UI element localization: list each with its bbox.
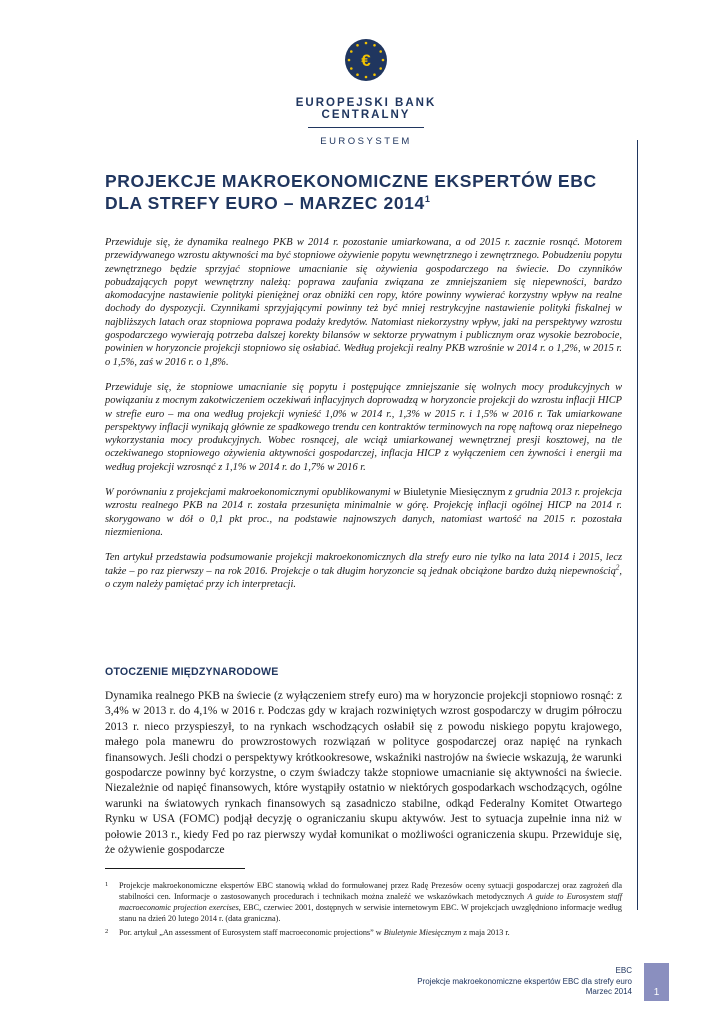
p3-before: W porównaniu z projekcjami makroekonomicznymi opublikowanymi w xyxy=(105,487,404,499)
logo-divider xyxy=(308,127,424,128)
ecb-logo xyxy=(250,38,482,147)
summary-paragraph-4 xyxy=(105,551,622,591)
page-title xyxy=(105,170,625,214)
footnote-2-title: Biuletynie Miesięcznym xyxy=(383,928,462,937)
footnote-1-number: 1 xyxy=(105,881,109,888)
margin-rule xyxy=(637,140,638,910)
summary-paragraph-2: Przewiduje się, że stopniowe umacnianie się popytu i postępujące zmniejszanie się wolnych mocy produkcyjnych w powiązaniu z mocnym zakotwiczeniem oczekiwań inflacyjnych doprowadzą w horyzoncie projekcji do wzrostu inflacji HICP w strefie euro – ma ona według projekcji wynieść 1,0% w 2014 r., 1,3% w 2015 r. i 1,5% w 2016 r. Tak umiarkowane perspektywy inflacji wynikają głównie ze spadkowego trendu cen kontraktów terminowych na ropę naftową oraz niepełnego wykorzystania mocy produkcyjnych. Wobec rosnącej, ale wciąż umiarkowanej wewnętrznej presji kosztowej, na tle oczekiwanego stopniowego ożywienia aktywności gospodarczej, inflacja HICP z wyłączeniem cen żywności i energii ma według projekcji wzrosnąć z 1,1% w 2014 r. do 1,7% w 2016 r. xyxy=(105,381,622,473)
p3-publication-title: Biuletynie Miesięcznym xyxy=(403,487,506,499)
title-footnote-ref: 1 xyxy=(424,194,431,205)
title-text: PROJEKCJE MAKROEKONOMICZNE EKSPERTÓW EBC DLA STREFY EURO – MARZEC 2014 xyxy=(105,171,597,213)
eurosystem-label: EUROSYSTEM xyxy=(320,136,412,147)
summary-paragraph-1: Przewiduje się, że dynamika realnego PKB w 2014 r. pozostanie umiarkowana, a od 2015 r. zacznie rosnąć. Motorem przewidywanego wzrostu aktywności ma być stopniowe ożywienie popytu wewnętrznego i zewnętrznego. Pobudzeniu popytu zewnętrznego będzie sprzyjać stopniowe umacnianie się ożywienia gospodarczego na świecie. Do czynników pobudzających popyt wewnętrzny należą: poprawa zaufania związana ze zmniejszaniem się niepewności, bardzo akomodacyjne nastawienie polityki pieniężnej oraz obniżki cen ropy, które powinny wywierać korzystny wpływ na realne dochody do dyspozycji. Czynnikami sprzyjającymi powinny też być mniej restrykcyjne nastawienie polityki fiskalnej w najbliższych latach oraz stopniowa poprawa podaży kredytów. Natomiast niekorzystny wpływ, jaki na perspektywy wzrostu gospodarczego wywierają potrzeba dalszej korekty bilansów w sektorze prywatnym i publicznym oraz wysokie bezrobocie, powinien w horyzoncie projekcji stopniowo się osłabiać. Według projekcji realny PKB wzrośnie w 2014 r. o 1,2%, w 2015 r. o 1,5%, zaś w 2016 r. o 1,8%. xyxy=(105,237,622,368)
footnote-2-number: 2 xyxy=(105,928,109,935)
section-heading: OTOCZENIE MIĘDZYNARODOWE xyxy=(105,666,279,678)
p4-footnote-ref: 2 xyxy=(615,563,620,572)
footnote-2-text: Por. artykuł „An assessment of Eurosystem staff macroeconomic projections” w xyxy=(119,928,384,937)
footnote-1-text: Projekcje makroekonomiczne ekspertów EBC stanowią wkład do formułowanej przez Radę Prezesów oceny sytuacji gospodarczej oraz zagrożeń dla stabilności cen. Informacje o zastosowanych procedurach i technikach można znaleźć we wskazówkach metodycznych xyxy=(119,881,622,901)
p4-after: , o czym należy pamiętać przy ich interpretacji. xyxy=(105,565,622,590)
footer-org: EBC xyxy=(615,966,632,975)
svg-text:€: € xyxy=(361,51,371,70)
footnote-1-rest: , EBC, czerwiec 2001, dostępnych w serwisie internetowym EBC. W projekcjach uwzględniono informacje według stanu na dzień 20 lutego 2014 r. (data graniczna). xyxy=(119,903,622,923)
page-number: 1 xyxy=(653,987,660,998)
ecb-emblem-icon xyxy=(344,38,388,82)
summary-paragraph-3 xyxy=(105,486,622,539)
bank-name: EUROPEJSKI BANK CENTRALNY xyxy=(295,97,437,121)
p4-before: Ten artykuł przedstawia podsumowanie projekcji makroekonomicznych dla strefy euro nie tylko na lata 2014 i 2015, lecz także – po raz pierwszy – na rok 2016. Projekcje o tak długim horyzoncie są jednak obciążone bardzo dużą niepewnością xyxy=(105,552,622,577)
footnote-2-rest: z maja 2013 r. xyxy=(461,928,510,937)
summary-block xyxy=(105,236,622,603)
footnote-1-title: A guide to Eurosystem staff macroeconomic projection exercises xyxy=(119,892,622,912)
footnotes xyxy=(105,880,622,941)
p3-after: z grudnia 2013 r. projekcja wzrostu realnego PKB na 2014 r. została przesunięta minimalnie w górę. Projekcję inflacji ogólnej HICP na 2014 r. skorygowano w dół o 0,1 pkt proc., na podstawie najnowszych danych, natomiast wartość na 2015 r. pozostała niezmieniona. xyxy=(105,487,622,538)
page-footer xyxy=(417,966,632,998)
footer-title: Projekcje makroekonomiczne ekspertów EBC dla strefy euro xyxy=(417,976,632,986)
footer-date: Marzec 2014 xyxy=(585,987,632,996)
footnote-2 xyxy=(105,927,622,938)
section-body: Dynamika realnego PKB na świecie (z wyłączeniem strefy euro) ma w horyzoncie projekcji stopniowo rosnąć: z 3,4% w 2013 r. do 4,1% w 2016 r. Podczas gdy w krajach rozwiniętych wzrost gospodarczy w drugim półroczu 2013 r. nieco przyspieszył, to na rynkach wschodzących osłabił się z powodu niskiego popytu krajowego, małego pola manewru do prowzrostowych rozwiązań w polityce gospodarczej oraz napięć na rynkach finansowych. Jeśli chodzi o perspektywy krótkookresowe, wskaźniki nastrojów na świecie wskazują, że warunki gospodarcze powinny być korzystne, o czym świadczy także stopniowe umacnianie się aktywności na świecie. Niezależnie od napięć finansowych, które wystąpiły ostatnio w niektórych gospodarkach wschodzących, ogólne warunki na światowych rynkach finansowych są zasadniczo stabilne, odkąd Federalny Komitet Otwartego Rynku w USA (FOMC) podjął decyzję o ograniczaniu skupu aktywów. Jest to sytuacja zupełnie inna niż w połowie 2013 r., kiedy Fed po raz pierwszy wydał komunikat o możliwości ograniczenia skupu. Przewiduje się, że ożywienie gospodarcze xyxy=(105,690,622,857)
footnote-divider xyxy=(105,868,245,869)
footnote-1 xyxy=(105,880,622,924)
page-number-tab xyxy=(644,963,669,1001)
